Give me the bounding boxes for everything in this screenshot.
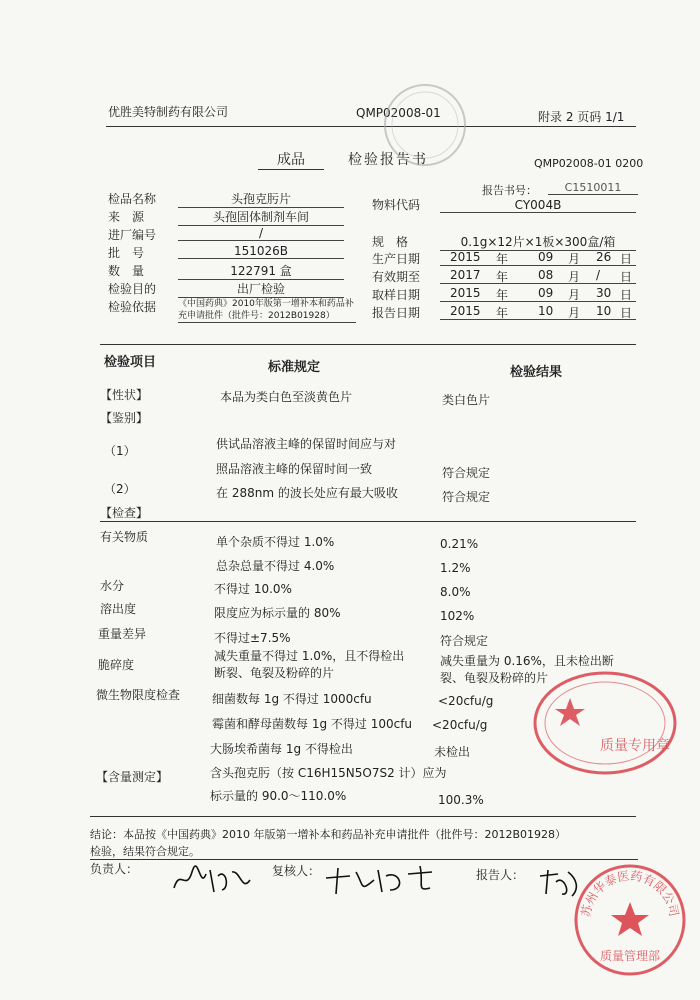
reviewer-label: 复核人：: [272, 864, 321, 878]
item-weight-variation: 重量差异: [98, 627, 147, 641]
quality-seal-text: 质量专用章: [600, 738, 670, 754]
label-sampling-date: 取样日期: [372, 288, 421, 302]
header-rule: [106, 126, 636, 127]
reporter-label: 报告人：: [476, 868, 525, 882]
item-tests: 【检查】: [100, 506, 149, 520]
result-appearance: 类白色片: [442, 393, 491, 407]
result-assay: 100.3%: [438, 793, 484, 807]
expiry-year: 2017: [450, 268, 481, 282]
appendix-page: 附录 2 页码 1/1: [538, 110, 625, 124]
report-day: 10: [596, 304, 612, 318]
expiry-day: /: [596, 268, 601, 282]
std-water: 不得过 10.0%: [214, 582, 292, 596]
label-quantity: 数 量: [108, 264, 145, 278]
responsible-signature: [170, 862, 260, 896]
page-title: 检验报告书: [348, 152, 428, 168]
result-dissolution: 102%: [440, 609, 475, 623]
label-purpose: 检验目的: [108, 282, 157, 296]
result-related-substances-b: 1.2%: [440, 561, 471, 575]
std-weight-variation: 不得过±7.5%: [214, 631, 291, 645]
table-top-rule: [100, 344, 636, 345]
std-related-substances-a: 单个杂质不得过 1.0%: [216, 535, 335, 549]
sampling-day: 30: [596, 286, 612, 300]
item-assay: 【含量测定】: [96, 770, 169, 784]
company-seal-text: 质量管理部: [600, 949, 661, 963]
result-related-substances-a: 0.21%: [440, 537, 479, 551]
result-microbial-b: <20cfu/g: [432, 718, 488, 732]
std-identification-1a: 供试品溶液主峰的保留时间应与对: [216, 437, 397, 451]
result-friability-b: 裂、龟裂及粉碎的片: [440, 671, 549, 685]
test-basis: 《中国药典》2010年版第一增补本和药品补充申请批件（批件号：2012B01928）: [178, 298, 356, 323]
batch-no: 151026B: [178, 244, 344, 259]
item-microbial-limit: 微生物限度检查: [96, 688, 181, 702]
report-no-label: 报告书号：: [482, 184, 537, 197]
std-microbial-c: 大肠埃希菌每 1g 不得检出: [210, 742, 353, 756]
item-dissolution: 溶出度: [100, 602, 137, 616]
result-friability-a: 减失重量为 0.16%，且未检出断: [440, 654, 614, 668]
document-code: QMP02008-01: [356, 106, 441, 120]
result-identification-1: 符合规定: [442, 466, 491, 480]
report-no: C1510011: [548, 181, 638, 195]
title-category: 成品: [258, 149, 324, 170]
reviewer-signature: [320, 866, 440, 896]
faint-header-stamp: [380, 80, 470, 170]
item-identification-2: （2）: [104, 482, 136, 496]
item-appearance: 【性状】: [100, 388, 149, 402]
expiry-month: 08: [538, 268, 554, 282]
std-identification-1b: 照品溶液主峰的保留时间一致: [216, 462, 373, 476]
std-related-substances-b: 总杂总量不得过 4.0%: [216, 559, 335, 573]
table-bottom-rule: [90, 816, 636, 817]
sampling-date: 2015 年 09 月 30 日: [440, 286, 636, 302]
column-header-result: 检验结果: [510, 365, 563, 380]
label-production-date: 生产日期: [372, 252, 421, 266]
result-microbial-c: 未检出: [434, 745, 471, 759]
material-code: CY004B: [440, 198, 636, 213]
report-date: 2015 年 10 月 10 日: [440, 304, 636, 320]
label-material-code: 物料代码: [372, 198, 421, 212]
label-spec: 规 格: [372, 235, 409, 249]
label-entry-no: 进厂编号: [108, 228, 157, 242]
expiry-date: 2017 年 08 月 / 日: [440, 268, 636, 284]
report-month: 10: [538, 304, 554, 318]
item-identification-1: （1）: [104, 444, 136, 458]
production-year: 2015: [450, 250, 481, 264]
std-friability-b: 断裂、龟裂及粉碎的片: [214, 666, 335, 680]
footer-rule: [90, 859, 638, 860]
label-basis: 检验依据: [108, 300, 157, 314]
conclusion-line-2: 检验，结果符合规定。: [90, 845, 200, 858]
std-assay-a: 含头孢克肟（按 C16H15N5O7S2 计）应为: [210, 766, 447, 780]
std-identification-2: 在 288nm 的波长处应有最大吸收: [216, 486, 398, 500]
form-code: QMP02008-01 0200: [534, 157, 644, 170]
quantity: 122791 盒: [178, 262, 344, 280]
tests-rule: [100, 521, 636, 522]
item-identification: 【鉴别】: [100, 411, 149, 425]
purpose: 出厂检验: [178, 280, 344, 298]
company-seal-ring-text: 苏州华泰医药有限公司: [578, 868, 682, 919]
label-source: 来 源: [108, 210, 145, 224]
company-seal-stamp: [572, 862, 688, 978]
column-header-standard: 标准规定: [268, 360, 321, 375]
label-batch-no: 批 号: [108, 246, 145, 260]
label-product-name: 检品名称: [108, 192, 157, 206]
result-identification-2: 符合规定: [442, 490, 491, 504]
std-appearance: 本品为类白色至淡黄色片: [220, 390, 353, 404]
report-year: 2015: [450, 304, 481, 318]
label-expiry-date: 有效期至: [372, 270, 421, 284]
result-microbial-a: <20cfu/g: [438, 694, 494, 708]
std-assay-b: 标示量的 90.0～110.0%: [210, 789, 347, 803]
std-microbial-b: 霉菌和酵母菌数每 1g 不得过 100cfu: [212, 717, 413, 731]
label-report-date: 报告日期: [372, 306, 421, 320]
result-weight-variation: 符合规定: [440, 634, 489, 648]
result-water: 8.0%: [440, 585, 471, 599]
entry-no: /: [178, 226, 344, 241]
product-name: 头孢克肟片: [178, 190, 344, 208]
source: 头孢固体制剂车间: [178, 208, 344, 226]
company-name: 优胜美特制药有限公司: [108, 105, 229, 119]
quality-seal-stamp: [530, 668, 680, 778]
conclusion-line-1: 结论：本品按《中国药典》2010 年版第一增补本和药品补充申请批件（批件号：2012B01928）: [90, 828, 567, 841]
std-dissolution: 限度应为标示量的 80%: [214, 606, 341, 620]
sampling-year: 2015: [450, 286, 481, 300]
column-header-item: 检验项目: [104, 355, 157, 370]
spec: 0.1g×12片×1板×300盒/箱: [440, 233, 636, 251]
production-day: 26: [596, 250, 612, 264]
responsible-label: 负责人：: [90, 862, 139, 876]
std-microbial-a: 细菌数每 1g 不得过 1000cfu: [212, 692, 372, 706]
item-related-substances: 有关物质: [100, 530, 149, 544]
sampling-month: 09: [538, 286, 554, 300]
production-date: 2015 年 09 月 26 日: [440, 250, 636, 266]
item-water: 水分: [100, 579, 125, 593]
production-month: 09: [538, 250, 554, 264]
std-friability-a: 减失重量不得过 1.0%，且不得检出: [214, 649, 405, 663]
item-friability: 脆碎度: [98, 658, 135, 672]
